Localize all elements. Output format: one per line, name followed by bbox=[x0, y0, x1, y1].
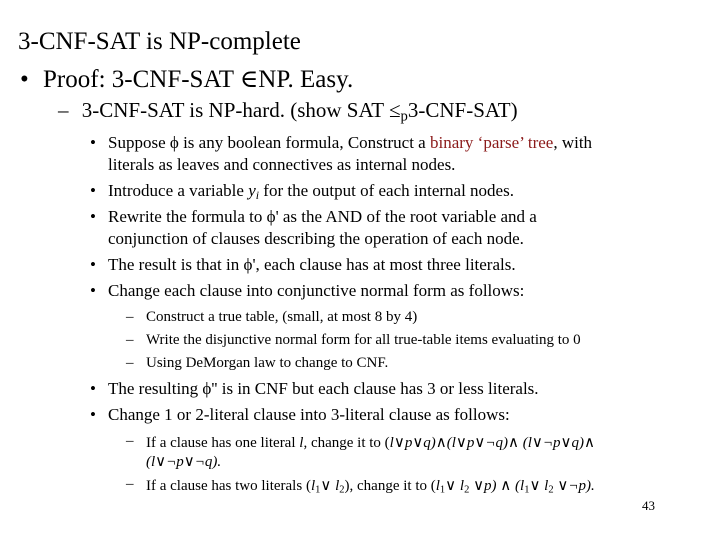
dash: – bbox=[58, 98, 69, 122]
page-number: 43 bbox=[642, 498, 655, 513]
step-5-text: Change each clause into conjunctive normal form as follows: bbox=[108, 281, 525, 300]
step-1-pre: Suppose ϕ is any boolean formula, Construct a bbox=[108, 133, 430, 152]
parse-tree-highlight: binary ‘parse’ tree bbox=[429, 133, 554, 152]
cnf-step-2 bbox=[126, 332, 581, 349]
clause-2-l: ∨ l bbox=[445, 478, 465, 494]
clause-2-p: ∨p) ∧ ( bbox=[469, 478, 521, 494]
clause-step-2-text bbox=[146, 476, 595, 495]
clause-2-l: ∨ l bbox=[529, 478, 549, 494]
bullet: • bbox=[90, 405, 96, 424]
np-hard-text bbox=[81, 98, 518, 125]
clause-2-l: l bbox=[520, 478, 525, 494]
bullet-proof bbox=[20, 64, 353, 94]
clause-2-l: l bbox=[310, 478, 316, 494]
slide-title: 3-CNF-SAT is NP-complete bbox=[18, 28, 301, 55]
step-4 bbox=[90, 255, 516, 275]
step-3 bbox=[90, 207, 537, 227]
clause-2-notp: ∨¬p). bbox=[553, 478, 595, 494]
clause-1-formula: l∨p∨q)∧(l∨p∨¬q)∧ (l∨¬p∨q)∧ bbox=[389, 435, 595, 451]
dash: – bbox=[126, 332, 134, 348]
cnf-step-3 bbox=[126, 355, 389, 372]
step-1-line2: literals as leaves and connectives as internal nodes. bbox=[108, 155, 456, 174]
step-7-text: Change 1 or 2-literal clause into 3-literal clause as follows: bbox=[108, 405, 510, 424]
step-3-line2: conjunction of clauses describing the operation of each node. bbox=[108, 229, 524, 248]
bullet: • bbox=[90, 181, 96, 200]
bullet: • bbox=[90, 133, 96, 152]
bullet: • bbox=[90, 281, 96, 300]
step-6-text: The resulting ϕ'' is in CNF but each clause has 3 or less literals. bbox=[108, 379, 539, 398]
clause-step-1-line2 bbox=[146, 452, 221, 471]
cnf-step-2-text: Write the disjunctive normal form for all true-table items evaluating to 0 bbox=[146, 332, 581, 348]
step-2 bbox=[90, 181, 514, 202]
step-5 bbox=[90, 281, 525, 301]
step-1-post: , with bbox=[553, 133, 593, 152]
clause-2-sub: 2 bbox=[464, 484, 470, 496]
clause-1-pre: If a clause has one literal bbox=[146, 435, 300, 451]
cnf-step-1-text: Construct a true table, (small, at most 8 by 4) bbox=[146, 309, 418, 325]
clause-step-1-text bbox=[146, 433, 595, 452]
dash: – bbox=[126, 355, 134, 371]
cnf-step-3-text: Using DeMorgan law to change to CNF. bbox=[146, 355, 389, 371]
bullet: • bbox=[90, 207, 96, 226]
step-2-text bbox=[108, 181, 514, 201]
step-1-text bbox=[108, 133, 592, 153]
np-hard-item bbox=[58, 98, 518, 123]
cnf-step-1 bbox=[126, 309, 418, 326]
clause-2-sub: 1 bbox=[524, 484, 530, 496]
step-2-pre: Introduce a variable bbox=[108, 181, 249, 200]
clause-1-formula-line2: (l∨¬p∨¬q). bbox=[146, 454, 222, 470]
step-1 bbox=[90, 133, 593, 153]
np-hard-pre: 3-CNF-SAT is NP-hard. (show SAT ≤ bbox=[81, 98, 401, 122]
step-7 bbox=[90, 405, 510, 425]
bullet: • bbox=[20, 66, 29, 93]
step-4-text: The result is that in ϕ', each clause has at most three literals. bbox=[108, 255, 516, 274]
step-2-post: for the output of each internal nodes. bbox=[259, 181, 514, 200]
clause-2-pre: If a clause has two literals ( bbox=[146, 478, 311, 494]
bullet: • bbox=[90, 379, 96, 398]
clause-2-l: l bbox=[435, 478, 440, 494]
dash: – bbox=[126, 309, 134, 325]
clause-2-mid: ), change it to ( bbox=[344, 478, 436, 494]
clause-step-1 bbox=[126, 433, 595, 451]
step-3-text: Rewrite the formula to ϕ' as the AND of the root variable and a bbox=[108, 207, 537, 226]
clause-2-sub: 1 bbox=[315, 484, 321, 496]
clause-step-2 bbox=[126, 476, 595, 496]
dash: – bbox=[126, 433, 134, 449]
clause-2-sub: 2 bbox=[339, 484, 345, 496]
step-2-sub: i bbox=[255, 187, 260, 202]
step-2-var: y bbox=[248, 181, 256, 200]
clause-2-l: ∨ l bbox=[320, 478, 340, 494]
clause-1-mid: , change it to ( bbox=[303, 435, 390, 451]
clause-1-literal: l bbox=[299, 435, 304, 451]
np-hard-sub: p bbox=[400, 108, 408, 125]
proof-text: Proof: 3-CNF-SAT ∈NP. Easy. bbox=[43, 66, 354, 93]
step-6 bbox=[90, 379, 539, 399]
dash: – bbox=[126, 476, 134, 492]
clause-2-sub: 1 bbox=[439, 484, 446, 496]
clause-2-sub: 2 bbox=[548, 484, 554, 496]
bullet: • bbox=[90, 255, 96, 274]
np-hard-post: 3-CNF-SAT) bbox=[407, 98, 518, 122]
